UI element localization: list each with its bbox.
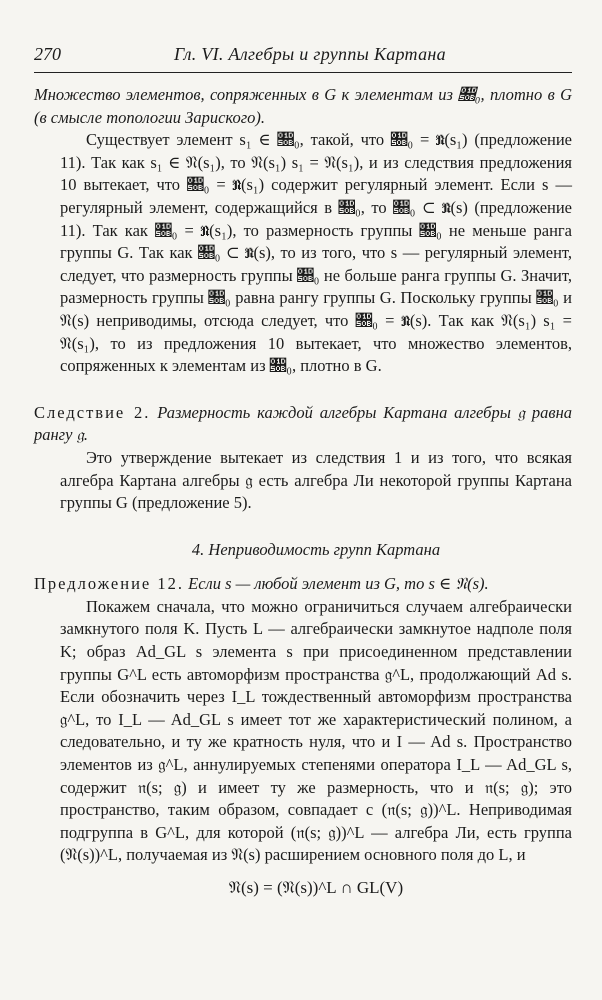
page-body: [34, 84, 573, 900]
paragraph-statement: Множество элементов, сопряженных в G к элементам из 𝔋₀, плотно в G (в смысле топологии Зариского).: [34, 85, 572, 127]
section-title: 4. Неприводимость групп Картана: [191, 539, 441, 559]
corollary-label: Следствие 2.: [34, 402, 151, 422]
page-number: 270: [34, 44, 61, 64]
paragraph-corollary-proof: Это утверждение вытекает из следствия 1 и из того, что всякая алгебра Картана алгебры 𝔤 есть алгебра Ли некоторой группы Картана группы G (предложение 5).: [60, 447, 572, 513]
corollary: [34, 402, 572, 447]
paragraph-proposition-proof: Покажем сначала, что можно ограничиться случаем алгебраически замкнутого поля K. Пусть L — алгебраически замкнутое надполе поля K; образ Ad_GL s элемента s при присоединенном представлении группы G^L есть автоморфизм пространства 𝔤^L, продолжающий Ad s. Если обозначить через I_L тождественный автоморфизм пространства 𝔤^L, то I_L — Ad_GL s имеет тот же характеристический полином, а следовательно, и ту же кратность нуля, что и I — Ad s. Пространство элементов из 𝔤^L, аннулируемых степенями оператора I_L — Ad_GL s, содержит 𝔫(s; 𝔤) и имеет ту же размерность, что и 𝔫(s; 𝔤); это пространство, таким образом, совпадает с (𝔫(s; 𝔤))^L. Неприводимая подгруппа в G^L, для которой (𝔫(s; 𝔤))^L — алгебра Ли, есть группа (𝔑(s))^L, получаемая из 𝔑(s) расширением основного поля до L, и: [60, 596, 572, 865]
spacer: [60, 515, 572, 539]
proposition: [34, 573, 572, 596]
page-header: [34, 40, 574, 70]
paragraph-proof: Существует элемент s₁ ∈ 𝔋₀, такой, что 𝔋₀ = 𝔑(s₁) (предложение 11). Так как s₁ ∈ 𝔑(s₁), то 𝔑(s₁) s₁ = 𝔑(s₁), и из следствия предложения 10 вытекает, что 𝔋₀ = 𝔑(s₁) содержит регулярный элемент. Если s — регулярный элемент, содержащийся в 𝔋₀, то 𝔋₀ ⊂ 𝔑(s) (предложение 11). Так как 𝔋₀ = 𝔑(s₁), то размерность группы 𝔋₀ не меньше ранга группы G. Так как 𝔋₀ ⊂ 𝔑(s), то из того, что s — регулярный элемент, следует, что размерность группы 𝔋₀ не больше ранга группы G. Значит, размерность группы 𝔋₀ равна рангу группы G. Поскольку группы 𝔋₀ и 𝔑(s) неприводимы, отсюда следует, что 𝔋₀ = 𝔑(s). Так как 𝔑(s₁) s₁ = 𝔑(s₁), то из предложения 10 вытекает, что множество элементов, сопряженных к элементам из 𝔋₀, плотно в G.: [60, 130, 572, 376]
formula: 𝔑(s) = (𝔑(s))^L ∩ GL(V): [228, 878, 404, 897]
spacer: [60, 378, 572, 402]
header-rule: [34, 72, 572, 73]
proposition-label: Предложение 12.: [34, 574, 184, 594]
spacer: [60, 561, 572, 573]
running-title: Гл. VI. Алгебры и группы Картана: [174, 44, 446, 64]
proposition-text: Если s — любой элемент из G, то s ∈ 𝔑(s).: [188, 574, 489, 594]
corollary-text: Размерность каждой алгебры Картана алгебры 𝔤 равна рангу 𝔤.: [34, 402, 573, 445]
